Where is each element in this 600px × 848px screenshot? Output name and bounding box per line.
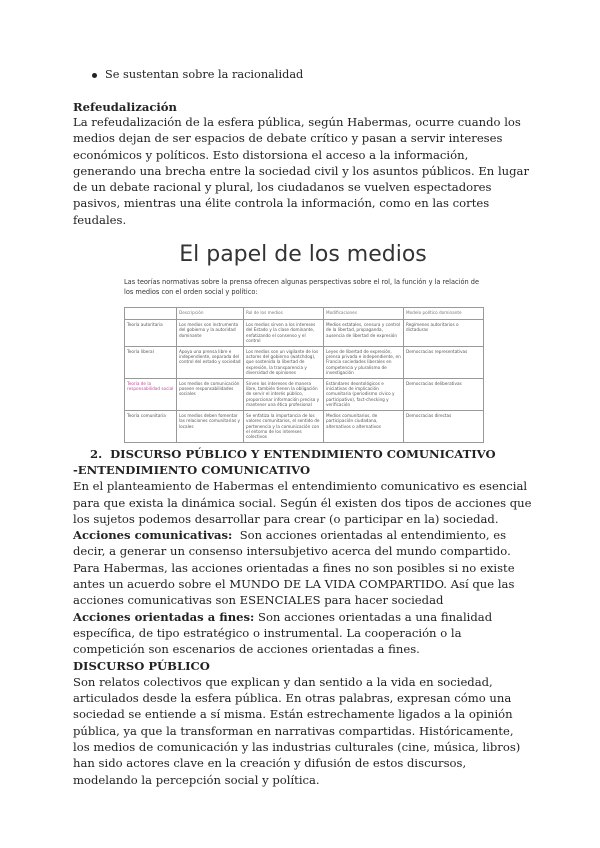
table-cell: Sirven los intereses de manera libre, también tienen la obligación de servir el interés público, proporcionar información precisa y mantener una ética profesional [244, 378, 324, 410]
bullet-item [92, 68, 303, 81]
table-row [125, 410, 484, 442]
acciones-fines-label: Acciones orientadas a fines: [73, 609, 255, 624]
table-cell: Los medios son un vigilante de los actores del gobierno (watchdog), que sostenida la libertad de expresión, la transparencia y diversidad de opiniones [244, 346, 324, 378]
table-cell: Medios comunitarios, de participación ciudadana, alternativos o alternativos [324, 410, 404, 442]
section-number: 2. [90, 447, 103, 461]
refeudalizacion-heading: Refeudalización [73, 100, 177, 114]
media-theories-table [124, 307, 484, 443]
table-row [125, 320, 484, 347]
slide-subtitle: Las teorías normativas sobre la prensa ofrecen algunas perspectivas sobre el rol, la función y la relación de los medios con el orden social y político: [124, 278, 480, 296]
acciones-comunicativas-text: Son acciones orientadas al entendimiento, es decir, a generar un consenso intersubjetivo acerca del mundo compartido. Para Habermas, las acciones orientadas a fines no son posibles si no existe antes un acuerdo sobre el MUNDO DE LA VIDA COMPARTIDO. Así que las acciones comunicativas son ESENCIALES para hacer sociedad [73, 528, 515, 608]
table-cell: Apoya una prensa libre e independiente, separada del control del estado y sociedad [177, 346, 244, 378]
table-cell: Regímenes autoritarios o dictaduras [404, 320, 484, 347]
table-cell: Democracias representativas [404, 346, 484, 378]
acciones-comunicativas-paragraph [73, 527, 533, 608]
table-header-cell: Descripción [177, 308, 244, 320]
bullet-icon [92, 73, 97, 78]
table-cell: Se enfatiza la importancia de los valores comunitarios, el sentido de pertenencia y la comunicación con el entorno de los intereses colectivos [244, 410, 324, 442]
table-cell: Democracias directas [404, 410, 484, 442]
section-heading [90, 446, 533, 462]
embedded-slide-image [120, 232, 486, 443]
table-cell: Los medios de comunicación poseen responsabilidades sociales [177, 378, 244, 410]
acciones-comunicativas-label: Acciones comunicativas: [73, 528, 233, 543]
table-cell: Teoría liberal [125, 346, 177, 378]
bullet-text: Se sustentan sobre la racionalidad [105, 68, 304, 81]
intro-paragraph: En el planteamiento de Habermas el entendimiento comunicativo es esencial para que exista la dinámica social. Según él existen dos tipos de acciones que los sujetos podemos desarrollar para crear (o participar en la) sociedad. [73, 479, 532, 526]
table-cell: Teoría comunitaria [125, 410, 177, 442]
acciones-fines-text: Son acciones orientadas a una finalidad específica, de tipo estratégico o instrumental. La cooperación o la competición son escenarios de acciones orientadas a fines. [73, 609, 493, 657]
table-cell: Estándares deontológicos e iniciativas de implicación comunitaria (periodismo cívico y participativo), fact-checking y verificación [324, 378, 404, 410]
section-title: DISCURSO PÚBLICO Y ENTENDIMIENTO COMUNICATIVO [110, 447, 496, 461]
refeudalizacion-paragraph: La refeudalización de la esfera pública, según Habermas, ocurre cuando los medios dejan de ser espacios de debate crítico y pasan a servir intereses económicos y políticos. Esto distorsiona el acceso a la información, generando una brecha entre la sociedad civil y los asuntos públicos. En lugar de un debate racional y plural, los ciudadanos se vuelven espectadores pasivos, mientras una élite controla la información, como en las cortes feudales. [73, 115, 530, 227]
table-header-row [125, 308, 484, 320]
discurso-section [73, 446, 533, 788]
table-cell: Teoría de la responsabilidad social [125, 378, 177, 410]
table-cell: Los medios son instrumento del gobierno y la autoridad dominante [177, 320, 244, 347]
acciones-fines-paragraph [73, 609, 533, 658]
table-row [125, 378, 484, 410]
table-cell: Medios estatales, censura y control de la libertad, propaganda, ausencia de libertad de expresión [324, 320, 404, 347]
refeudalizacion-section [73, 100, 533, 228]
table-cell: Leyes de libertad de expresión, prensa privada e independiente, en Francia sociedades liberales en competencia y pluralismo de investigación [324, 346, 404, 378]
discurso-publico-paragraph: Son relatos colectivos que explican y dan sentido a la vida en sociedad, articulados desde la esfera pública. En otras palabras, expresan cómo una sociedad se entiende a sí misma. Están estrechamente ligados a la opinión pública, ya que la transforman en narrativas compartidas. Históricamente, los medios de comunicación y las industrias culturales (cine, música, libros) han sido actores clave en la creación y difusión de estos discursos, modelando la percepción social y política. [73, 674, 521, 787]
discurso-publico-heading: DISCURSO PÚBLICO [73, 658, 210, 673]
subheading: -ENTENDIMIENTO COMUNICATIVO [73, 463, 311, 477]
table-row [125, 346, 484, 378]
table-header-cell: Rol de los medios [244, 308, 324, 320]
slide-title: El papel de los medios [179, 242, 427, 267]
table-header-cell: Modelo político dominante [404, 308, 484, 320]
table-cell: Los medios sirven a los intereses del Estado y la clase dominante, enfatizando el consenso y el control [244, 320, 324, 347]
table-cell: Teoría autoritaria [125, 320, 177, 347]
table-header-cell [125, 308, 177, 320]
table-cell: Democracias deliberativas [404, 378, 484, 410]
table-header-cell: Modificaciones [324, 308, 404, 320]
table-cell: Los medios deben fomentar las relaciones comunitarias y locales [177, 410, 244, 442]
